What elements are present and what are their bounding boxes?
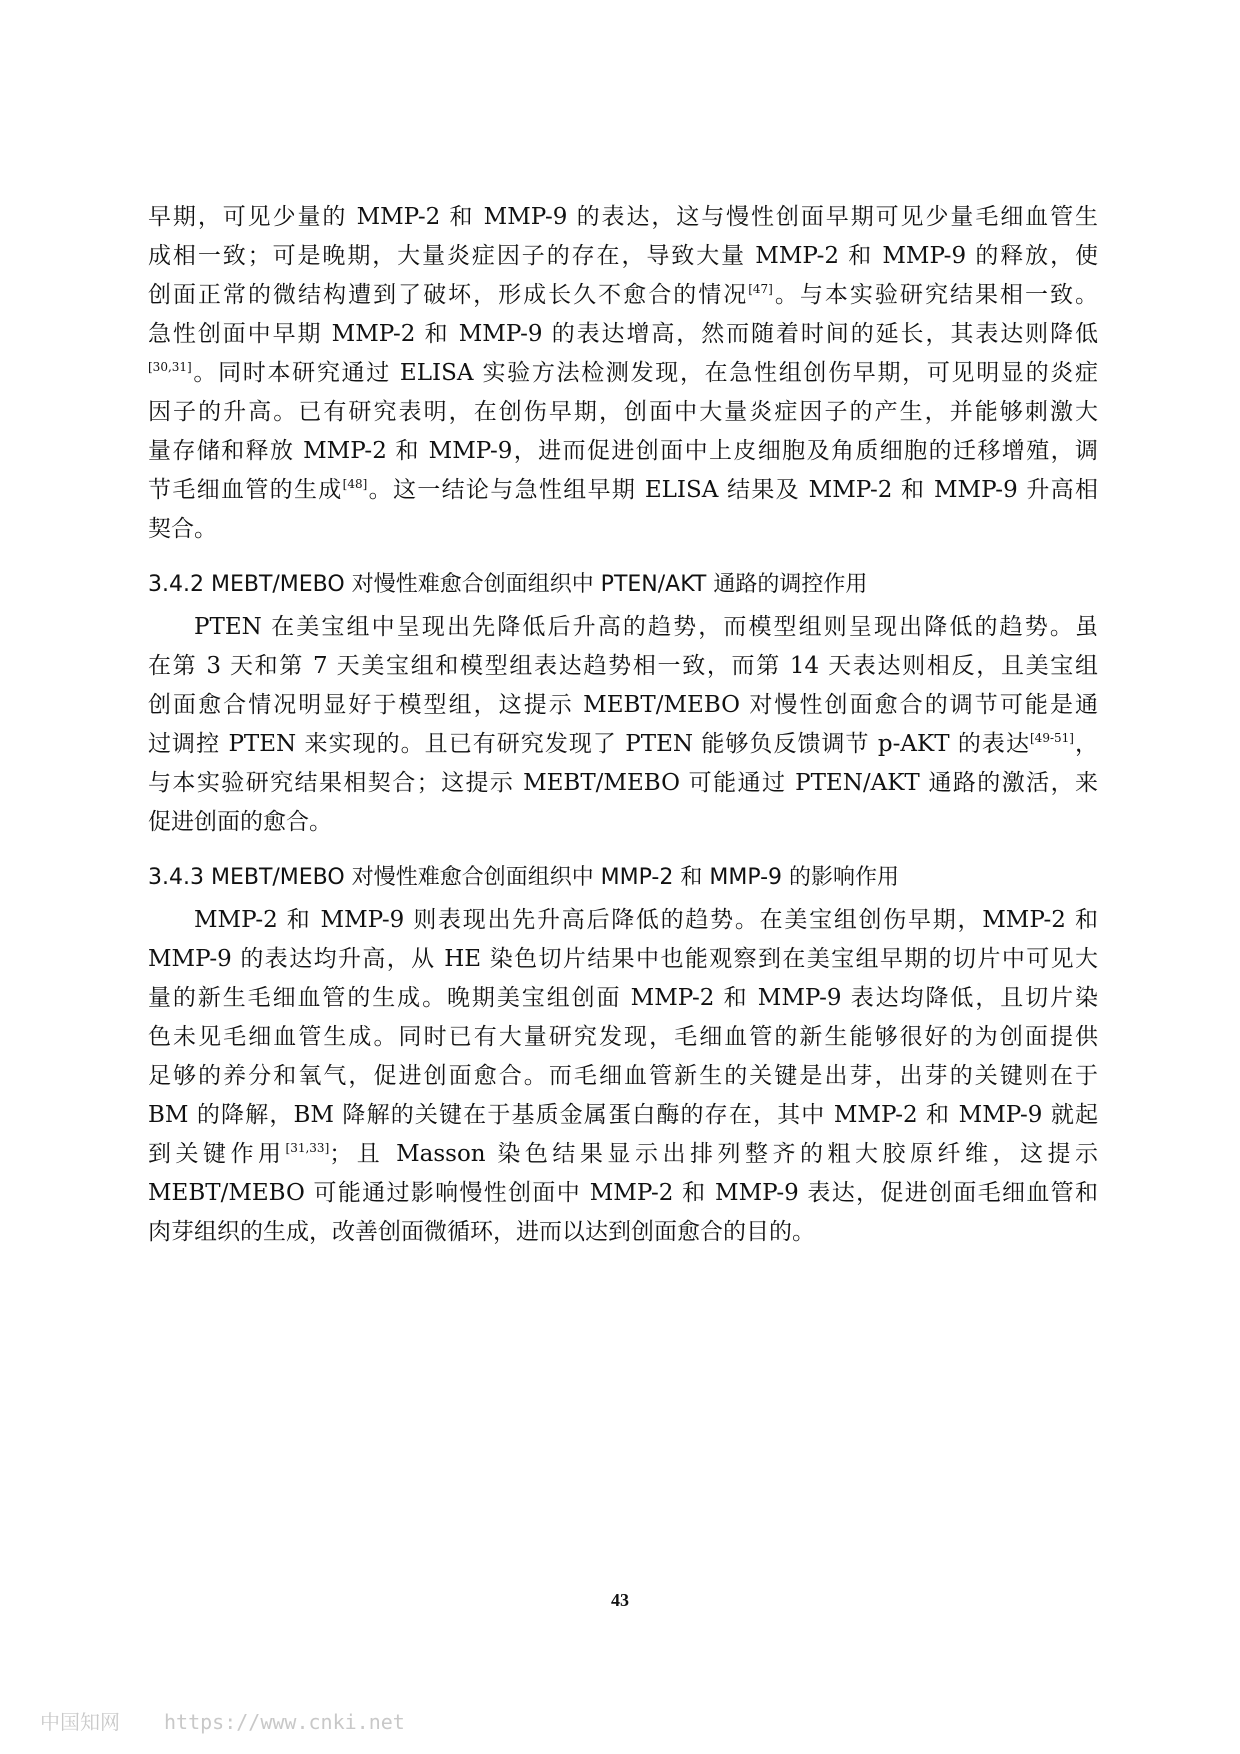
text-line: 在第 3 天和第 7 天美宝组和模型组表达趋势相一致，而第 14 天表达则相反，且美宝组 [148,653,1098,679]
text-line: 过调控 PTEN 来实现的。且已有研究发现了 PTEN 能够负反馈调节 p-AKT 的表达[49-51]， [148,731,1098,757]
text-line: 足够的养分和氧气，促进创面愈合。而毛细血管新生的关键是出芽，出芽的关键则在于 [148,1063,1098,1089]
text-line: 早期，可见少量的 MMP-2 和 MMP-9 的表达，这与慢性创面早期可见少量毛细血管生 [148,204,1098,230]
text-line: [30,31]。同时本研究通过 ELISA 实验方法检测发现，在急性组创伤早期，可见明显的炎症 [148,360,1098,386]
text-line: 量的新生毛细血管的生成。晚期美宝组创面 MMP-2 和 MMP-9 表达均降低，且切片染 [148,985,1098,1011]
text-line: 节毛细血管的生成[48]。这一结论与急性组早期 ELISA 结果及 MMP-2 和 MMP-9 升高相 [148,477,1098,503]
text-line: 因子的升高。已有研究表明，在创伤早期，创面中大量炎症因子的产生，并能够刺激大 [148,399,1098,425]
text-line: 色未见毛细血管生成。同时已有大量研究发现，毛细血管的新生能够很好的为创面提供 [148,1024,1098,1050]
citation: [30,31] [148,360,192,374]
text-line: 与本实验研究结果相契合；这提示 MEBT/MEBO 可能通过 PTEN/AKT 通路的激活，来 [148,770,1098,796]
citation: [49-51] [1030,731,1074,745]
text-line: MMP-9 的表达均升高，从 HE 染色切片结果中也能观察到在美宝组早期的切片中可见大 [148,946,1098,972]
text-line: 创面正常的微结构遭到了破坏，形成长久不愈合的情况[47]。与本实验研究结果相一致。 [148,282,1098,308]
citation: [48] [342,477,368,491]
section-heading: 3.4.3 MEBT/MEBO 对慢性难愈合创面组织中 MMP-2 和 MMP-9 的影响作用 [148,865,900,890]
text-line: 促进创面的愈合。 [148,809,332,835]
body-text [148,198,1098,1252]
watermark [40,1706,405,1735]
text-line: 成相一致；可是晚期，大量炎症因子的存在，导致大量 MMP-2 和 MMP-9 的释放，使 [148,243,1098,269]
citation: [31,33] [285,1141,330,1155]
text-line: 契合。 [148,516,217,542]
text-line: MMP-2 和 MMP-9 则表现出先升高后降低的趋势。在美宝组创伤早期，MMP-2 和 [194,907,1098,933]
page-number: 43 [611,1590,629,1610]
text-line: 急性创面中早期 MMP-2 和 MMP-9 的表达增高，然而随着时间的延长，其表达则降低 [148,321,1098,347]
watermark-brand: 中国知网 [40,1710,120,1734]
text-line: 量存储和释放 MMP-2 和 MMP-9，进而促进创面中上皮细胞及角质细胞的迁移增殖，调 [148,438,1098,464]
text-line: 肉芽组织的生成，改善创面微循环，进而以达到创面愈合的目的。 [148,1219,815,1245]
section-heading: 3.4.2 MEBT/MEBO 对慢性难愈合创面组织中 PTEN/AKT 通路的调控作用 [148,572,868,597]
text-line: 到关键作用[31,33]；且 Masson 染色结果显示出排列整齐的粗大胶原纤维，这提示 [148,1141,1098,1167]
text-line: 创面愈合情况明显好于模型组，这提示 MEBT/MEBO 对慢性创面愈合的调节可能是通 [148,692,1098,718]
text-line: PTEN 在美宝组中呈现出先降低后升高的趋势，而模型组则呈现出降低的趋势。虽 [194,614,1098,640]
watermark-url: https://www.cnki.net [164,1710,405,1734]
text-line: BM 的降解，BM 降解的关键在于基质金属蛋白酶的存在，其中 MMP-2 和 MMP-9 就起 [148,1102,1098,1128]
citation: [47] [748,282,773,296]
text-line: MEBT/MEBO 可能通过影响慢性创面中 MMP-2 和 MMP-9 表达，促进创面毛细血管和 [148,1180,1098,1206]
